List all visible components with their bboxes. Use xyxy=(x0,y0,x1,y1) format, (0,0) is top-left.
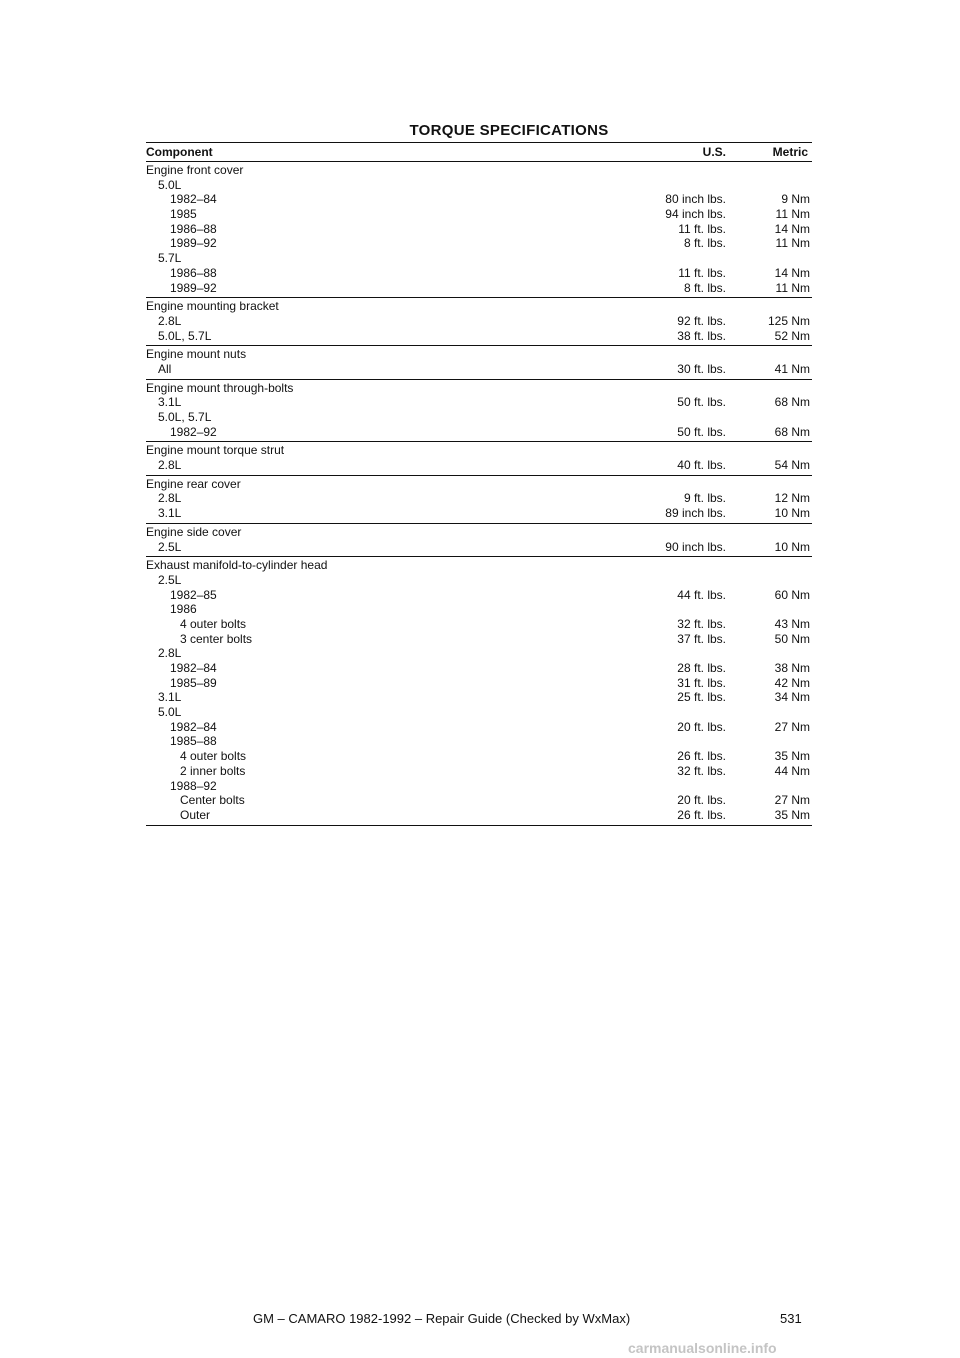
spec-group xyxy=(146,346,812,379)
row-label: 4 outer bolts xyxy=(180,616,247,631)
row-us-value: 26 ft. lbs. xyxy=(677,749,726,764)
row-label: 2.8L xyxy=(158,646,182,661)
row-metric-value: 10 Nm xyxy=(774,506,810,521)
table-row xyxy=(146,299,812,314)
row-label: 2.8L xyxy=(158,458,182,473)
table-row xyxy=(146,381,812,396)
table-row xyxy=(146,314,812,329)
row-us-value: 11 ft. lbs. xyxy=(678,265,726,280)
row-metric-value: 14 Nm xyxy=(774,221,810,236)
row-label: Outer xyxy=(180,807,211,822)
table-row xyxy=(146,506,812,521)
table-body xyxy=(146,162,812,826)
table-row xyxy=(146,281,812,296)
row-label: 1982–92 xyxy=(170,424,217,439)
row-metric-value: 35 Nm xyxy=(774,807,810,822)
row-label: 1985–89 xyxy=(170,675,217,690)
row-label: 2.8L xyxy=(158,491,182,506)
row-label: 1988–92 xyxy=(170,778,217,793)
table-row xyxy=(146,588,812,603)
row-label: 5.0L, 5.7L xyxy=(158,328,212,343)
row-us-value: 32 ft. lbs. xyxy=(677,763,726,778)
header-metric: Metric xyxy=(772,145,808,159)
table-row xyxy=(146,410,812,425)
spec-group xyxy=(146,162,812,298)
table-row xyxy=(146,793,812,808)
row-metric-value: 52 Nm xyxy=(774,328,810,343)
spec-group xyxy=(146,476,812,524)
table-row xyxy=(146,207,812,222)
table-row xyxy=(146,573,812,588)
row-metric-value: 34 Nm xyxy=(774,690,810,705)
row-label: Engine front cover xyxy=(146,163,244,177)
watermark: carmanualsonline.info xyxy=(628,1340,777,1356)
table-row xyxy=(146,362,812,377)
table-row xyxy=(146,347,812,362)
table-row xyxy=(146,477,812,492)
row-us-value: 44 ft. lbs. xyxy=(677,587,726,602)
row-label: 5.0L, 5.7L xyxy=(158,410,212,424)
row-label: 1986 xyxy=(170,602,197,617)
table-row xyxy=(146,734,812,749)
row-metric-value: 12 Nm xyxy=(774,491,810,506)
row-label: 1986–88 xyxy=(170,221,217,236)
torque-spec-table xyxy=(146,122,812,826)
row-label: 1986–88 xyxy=(170,265,217,280)
row-us-value: 30 ft. lbs. xyxy=(677,361,726,376)
row-us-value: 26 ft. lbs. xyxy=(677,807,726,822)
spec-group xyxy=(146,557,812,825)
table-row xyxy=(146,646,812,661)
table-row xyxy=(146,178,812,193)
row-label: 1982–84 xyxy=(170,719,217,734)
row-metric-value: 9 Nm xyxy=(781,192,810,207)
row-metric-value: 43 Nm xyxy=(774,616,810,631)
row-label: 5.7L xyxy=(158,251,182,266)
row-us-value: 89 inch lbs. xyxy=(665,506,726,521)
row-label: 2.5L xyxy=(158,539,182,554)
row-us-value: 32 ft. lbs. xyxy=(677,616,726,631)
row-label: 3.1L xyxy=(158,506,182,521)
row-us-value: 28 ft. lbs. xyxy=(677,661,726,675)
row-metric-value: 41 Nm xyxy=(774,361,810,376)
row-metric-value: 38 Nm xyxy=(774,661,810,675)
row-label: 2.8L xyxy=(158,313,182,328)
row-metric-value: 125 Nm xyxy=(767,313,810,328)
table-row xyxy=(146,540,812,555)
table-row xyxy=(146,491,812,506)
table-row xyxy=(146,192,812,207)
table-header xyxy=(146,142,812,162)
table-row xyxy=(146,720,812,735)
row-metric-value: 68 Nm xyxy=(774,424,810,439)
row-label: 1985–88 xyxy=(170,734,217,749)
row-metric-value: 42 Nm xyxy=(774,675,810,690)
row-label: 3.1L xyxy=(158,395,182,410)
spec-group xyxy=(146,524,812,557)
row-label: Engine mount nuts xyxy=(146,347,247,362)
row-label: Engine mount through-bolts xyxy=(146,380,294,395)
row-us-value: 37 ft. lbs. xyxy=(677,631,726,646)
row-us-value: 8 ft. lbs. xyxy=(683,280,726,295)
row-label: Center bolts xyxy=(180,793,245,808)
row-label: 1982–84 xyxy=(170,192,217,207)
row-label: 5.0L xyxy=(158,705,182,720)
row-us-value: 50 ft. lbs. xyxy=(677,424,726,439)
footer-text: GM – CAMARO 1982-1992 – Repair Guide (Checked by WxMax) xyxy=(253,1311,631,1326)
table-row xyxy=(146,266,812,281)
row-label: 1982–85 xyxy=(170,587,217,602)
spec-group xyxy=(146,298,812,346)
row-us-value: 80 inch lbs. xyxy=(665,192,726,207)
table-row xyxy=(146,222,812,237)
page-number: 531 xyxy=(780,1311,802,1326)
row-label: 1989–92 xyxy=(170,236,217,251)
row-label: Engine mount torque strut xyxy=(146,443,285,458)
table-row xyxy=(146,632,812,647)
table-title: TORQUE SPECIFICATIONS xyxy=(409,122,609,139)
row-us-value: 31 ft. lbs. xyxy=(677,675,726,690)
table-row xyxy=(146,764,812,779)
table-row xyxy=(146,690,812,705)
row-metric-value: 10 Nm xyxy=(774,539,810,554)
row-label: 2 inner bolts xyxy=(180,763,246,778)
table-row xyxy=(146,558,812,573)
table-row xyxy=(146,443,812,458)
row-metric-value: 14 Nm xyxy=(774,265,810,280)
table-row xyxy=(146,395,812,410)
row-metric-value: 35 Nm xyxy=(774,749,810,764)
row-label: Engine mounting bracket xyxy=(146,299,279,314)
table-row xyxy=(146,425,812,440)
table-row xyxy=(146,329,812,344)
row-us-value: 8 ft. lbs. xyxy=(683,236,726,251)
row-metric-value: 11 Nm xyxy=(775,236,810,251)
table-row xyxy=(146,779,812,794)
table-row xyxy=(146,602,812,617)
row-metric-value: 68 Nm xyxy=(774,395,810,410)
table-row xyxy=(146,661,812,676)
table-row xyxy=(146,236,812,251)
row-label: 4 outer bolts xyxy=(180,749,247,764)
row-metric-value: 11 Nm xyxy=(775,207,810,222)
row-metric-value: 60 Nm xyxy=(774,587,810,602)
row-us-value: 11 ft. lbs. xyxy=(678,221,726,236)
table-row xyxy=(146,458,812,473)
table-row xyxy=(146,808,812,823)
table-row xyxy=(146,617,812,632)
row-label: 3.1L xyxy=(158,690,182,705)
header-us: U.S. xyxy=(702,145,726,159)
row-metric-value: 11 Nm xyxy=(775,280,810,295)
table-row xyxy=(146,749,812,764)
row-label: 1989–92 xyxy=(170,280,217,295)
spec-group xyxy=(146,442,812,475)
row-us-value: 40 ft. lbs. xyxy=(677,458,726,473)
row-label: Exhaust manifold-to-cylinder head xyxy=(146,558,328,573)
row-metric-value: 44 Nm xyxy=(774,763,810,778)
table-row xyxy=(146,525,812,540)
table-row xyxy=(146,251,812,266)
row-us-value: 94 inch lbs. xyxy=(665,207,726,222)
table-row xyxy=(146,163,812,178)
row-label: Engine side cover xyxy=(146,524,242,539)
row-us-value: 50 ft. lbs. xyxy=(677,395,726,410)
table-row xyxy=(146,705,812,720)
row-label: 1982–84 xyxy=(170,661,217,675)
spec-group xyxy=(146,380,812,443)
row-metric-value: 27 Nm xyxy=(774,719,810,734)
row-metric-value: 27 Nm xyxy=(774,793,810,808)
header-component: Component xyxy=(146,145,213,159)
row-label: All xyxy=(158,361,172,376)
table-row xyxy=(146,676,812,691)
row-us-value: 25 ft. lbs. xyxy=(677,690,726,705)
row-us-value: 9 ft. lbs. xyxy=(683,491,726,506)
row-label: Engine rear cover xyxy=(146,476,241,491)
row-label: 3 center bolts xyxy=(180,631,253,646)
row-us-value: 38 ft. lbs. xyxy=(677,328,726,343)
row-label: 2.5L xyxy=(158,572,182,587)
row-us-value: 92 ft. lbs. xyxy=(677,313,726,328)
row-label: 5.0L xyxy=(158,177,182,192)
row-metric-value: 50 Nm xyxy=(774,631,810,646)
row-metric-value: 54 Nm xyxy=(774,458,810,473)
row-us-value: 20 ft. lbs. xyxy=(677,719,726,734)
row-us-value: 20 ft. lbs. xyxy=(677,793,726,808)
row-label: 1985 xyxy=(170,207,197,222)
row-us-value: 90 inch lbs. xyxy=(665,539,726,554)
